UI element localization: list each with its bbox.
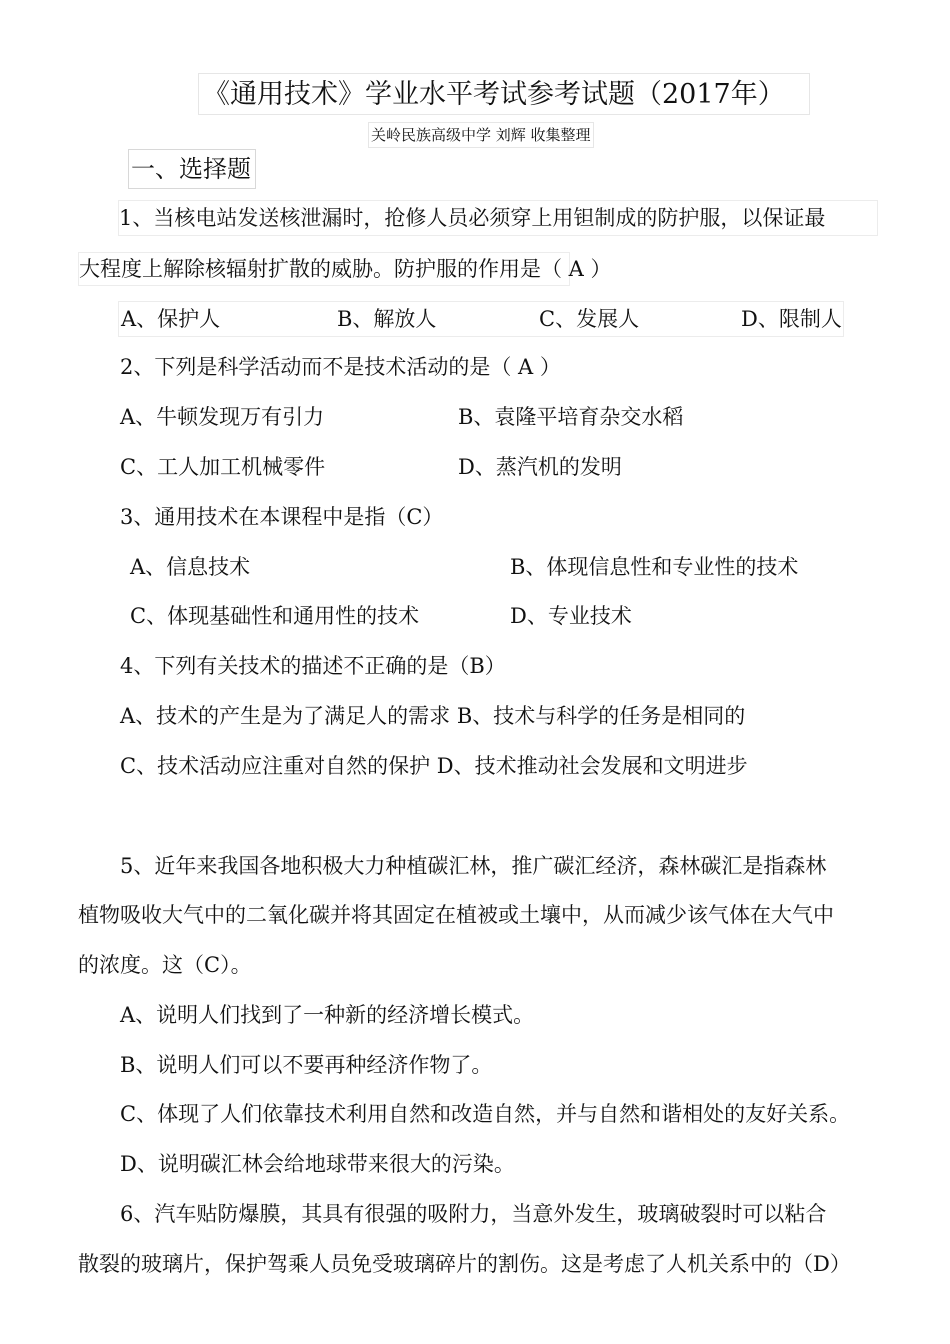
q5-stem-line3: 的浓度。这（C）。 (78, 953, 252, 977)
q5-stem-line2: 植物吸收大气中的二氧化碳并将其固定在植被或土壤中，从而减少该气体在大气中 (78, 903, 834, 927)
q2-stem: 2、下列是科学活动而不是技术活动的是（ A ） (120, 355, 561, 379)
q3-option-d: D、专业技术 (510, 604, 632, 628)
q1-option-d: D、限制人 (741, 307, 842, 331)
q5-option-a: A、说明人们找到了一种新的经济增长模式。 (120, 1003, 535, 1027)
q1-stem-line1: 1、当核电站发送核泄漏时，抢修人员必须穿上用钽制成的防护服，以保证最 (118, 200, 878, 236)
q1-options-row (118, 301, 844, 337)
q3-option-c: C、体现基础性和通用性的技术 (130, 604, 420, 628)
q6-stem-line1: 6、汽车贴防爆膜，其具有很强的吸附力，当意外发生，玻璃破裂时可以粘合 (120, 1202, 827, 1226)
q1-option-a: A、保护人 (121, 307, 221, 331)
q1-option-c: C、发展人 (539, 307, 640, 331)
q4-options-cd: C、技术活动应注重对自然的保护 D、技术推动社会发展和文明进步 (120, 754, 748, 778)
q3-option-b: B、体现信息性和专业性的技术 (510, 555, 799, 579)
q1-stem-line2: 大程度上解除核辐射扩散的威胁。防护服的作用是（ A ） (78, 252, 570, 286)
q2-option-b: B、袁隆平培育杂交水稻 (458, 405, 684, 429)
q5-option-c: C、体现了人们依靠技术利用自然和改造自然，并与自然和谐相处的友好关系。 (120, 1102, 851, 1126)
q2-option-c: C、工人加工机械零件 (120, 455, 326, 479)
q5-option-d: D、说明碳汇林会给地球带来很大的污染。 (120, 1152, 515, 1176)
q5-stem-line1: 5、近年来我国各地积极大力种植碳汇林，推广碳汇经济，森林碳汇是指森林 (120, 854, 827, 878)
section-heading: 一、选择题 (128, 149, 256, 189)
q5-option-b: B、说明人们可以不要再种经济作物了。 (120, 1053, 493, 1077)
q2-option-a: A、牛顿发现万有引力 (120, 405, 325, 429)
page-title: 《通用技术》学业水平考试参考试题（2017年） (198, 73, 810, 115)
q1-option-b: B、解放人 (337, 307, 437, 331)
q2-option-d: D、蒸汽机的发明 (458, 455, 622, 479)
q6-stem-line2: 散裂的玻璃片，保护驾乘人员免受玻璃碎片的割伤。这是考虑了人机关系中的（D） (78, 1252, 851, 1276)
q3-stem: 3、通用技术在本课程中是指（C） (120, 505, 444, 529)
q4-options-ab: A、技术的产生是为了满足人的需求 B、技术与科学的任务是相同的 (120, 704, 746, 728)
q4-stem: 4、下列有关技术的描述不正确的是（B） (120, 654, 506, 678)
page-subtitle: 关岭民族高级中学 刘辉 收集整理 (368, 122, 594, 148)
q3-option-a: A、信息技术 (130, 555, 251, 579)
